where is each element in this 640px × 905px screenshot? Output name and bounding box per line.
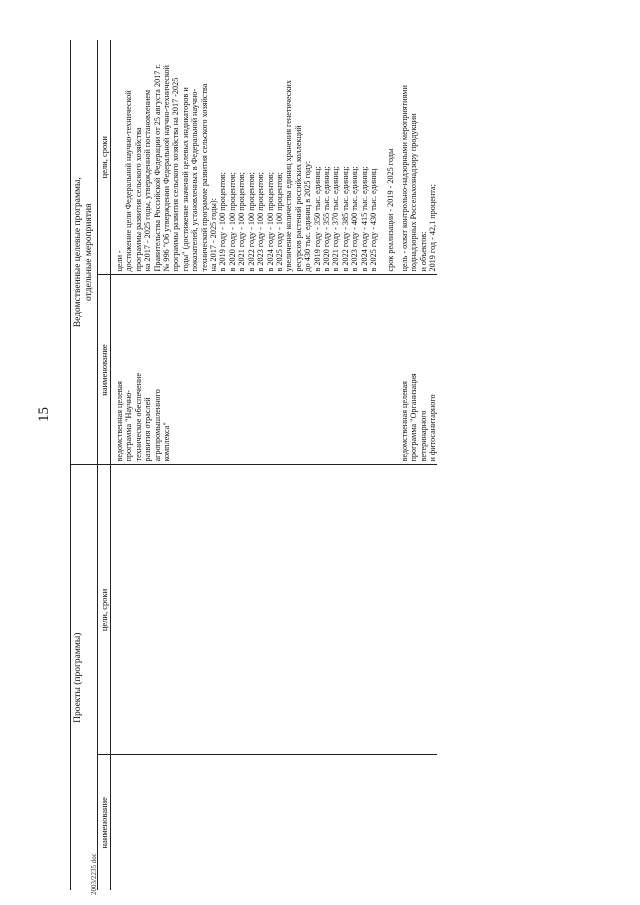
program-goal-line: № 996 "Об утверждении Федеральной научно-технической	[162, 65, 172, 272]
program-name-line: ветеринарного	[418, 410, 428, 462]
departmental-group-header: Ведомственные целевые программы, отдельные мероприятия	[71, 40, 98, 465]
projects-name-column-header: наименование	[98, 755, 111, 890]
document-code: 2003/2235 doc	[90, 853, 98, 895]
program-goal-line: в 2019 году - 100 процентов;	[218, 172, 228, 272]
program-goal-line: в 2023 году - 400 тыс. единиц;	[350, 166, 360, 272]
program-name-cell	[111, 275, 396, 465]
program-name-line: ведомственная целевая	[115, 381, 124, 462]
program-goal-line: в 2019 году - 350 тыс. единиц;	[312, 166, 322, 272]
program-goals-cell	[396, 40, 438, 275]
empty-project-goals-cell	[111, 465, 396, 755]
empty-project-name-cell	[396, 755, 438, 890]
rotated-table-page	[70, 40, 437, 890]
program-goal-line: ресурсов растений российских коллекций	[293, 125, 303, 272]
program-goal-line	[378, 43, 386, 272]
program-goal-line: цель - охват контрольно-надзорными мероприятиями	[399, 85, 409, 272]
program-goal-line: в 2020 году - 100 процентов;	[227, 172, 237, 272]
program-goal-line: технической программе развития сельского хозяйства	[199, 83, 209, 272]
program-goal-line: 2019 год - 42,1 процента;	[428, 184, 437, 272]
program-name-line: комплекса"	[162, 422, 172, 462]
program-name-line: программа "Научно-	[124, 389, 134, 462]
page-number: 15	[36, 407, 52, 422]
program-name-cell	[396, 275, 438, 465]
program-goal-line: в 2021 году - 100 процентов;	[237, 172, 247, 272]
program-name-line: развития отраслей	[143, 397, 153, 462]
departmental-name-column-header: наименование	[98, 275, 111, 465]
table-row	[111, 40, 396, 890]
program-goal-line: показателей, установленных в Федеральной научно-	[190, 88, 200, 272]
program-goal-line: программы развития сельского хозяйства на 2017 -2025	[171, 77, 181, 272]
projects-goals-column-header: цели, сроки	[98, 465, 111, 755]
program-goal-line: на 2017 - 2025 годы, утвержденной постановлением	[143, 89, 153, 272]
program-goal-line: Правительства Российской Федерации от 25 августа 2017 г.	[152, 64, 162, 272]
departmental-goals-column-header: цели, сроки	[98, 40, 111, 275]
program-goal-line: в 2025 году - 430 тыс. единиц	[368, 168, 378, 272]
program-goal-line: достижение цели Федеральной научно-технической	[124, 90, 134, 272]
empty-project-name-cell	[111, 755, 396, 890]
program-goal-line: цели -	[115, 250, 124, 272]
projects-group-header: Проекты (программы)	[71, 465, 98, 890]
program-name-line: техническое обеспечение	[133, 372, 143, 462]
program-goal-line: в 2024 году - 415 тыс. единиц;	[359, 166, 369, 272]
program-goal-line: в 2023 году - 100 процентов;	[256, 172, 266, 272]
program-goal-line: поднадзорных Россельхознадзору продукции	[409, 113, 419, 272]
program-goal-line: и объектов:	[418, 231, 428, 272]
program-name-line: программа "Организация	[409, 373, 419, 462]
program-goal-line: программы развития сельского хозяйства	[133, 127, 143, 272]
empty-project-goals-cell	[396, 465, 438, 755]
program-goals-cell	[111, 40, 396, 275]
program-goal-line: в 2022 году - 100 процентов;	[246, 172, 256, 272]
program-name-line: ведомственная целевая	[399, 381, 409, 462]
program-name-line: и фитосанитарного	[428, 394, 437, 462]
program-goal-line: в 2024 году - 100 процентов;	[265, 172, 275, 272]
program-goal-line: срок реализации - 2019 - 2025 годы	[386, 148, 396, 272]
table-row	[396, 40, 438, 890]
program-goal-line: увеличение количества единиц хранения генетических	[284, 80, 294, 272]
table-body	[111, 40, 438, 890]
program-goal-line: до 430 тыс. единиц в 2025 году:	[303, 161, 313, 272]
program-goal-line: в 2021 году - 370 тыс. единиц;	[331, 166, 341, 272]
program-goal-line: на 2017 - 2025 годы):	[209, 198, 219, 272]
program-goal-line: в 2022 году - 385 тыс. единиц;	[340, 166, 350, 272]
program-goal-line: годы" (достижение значений целевых индикаторов и	[180, 87, 190, 272]
program-goal-line: в 2025 году - 100 процентов;	[274, 172, 284, 272]
program-name-line: агропромышленного	[152, 389, 162, 462]
program-goal-line: в 2020 году - 355 тыс. единиц;	[321, 166, 331, 272]
programs-table	[70, 40, 437, 890]
